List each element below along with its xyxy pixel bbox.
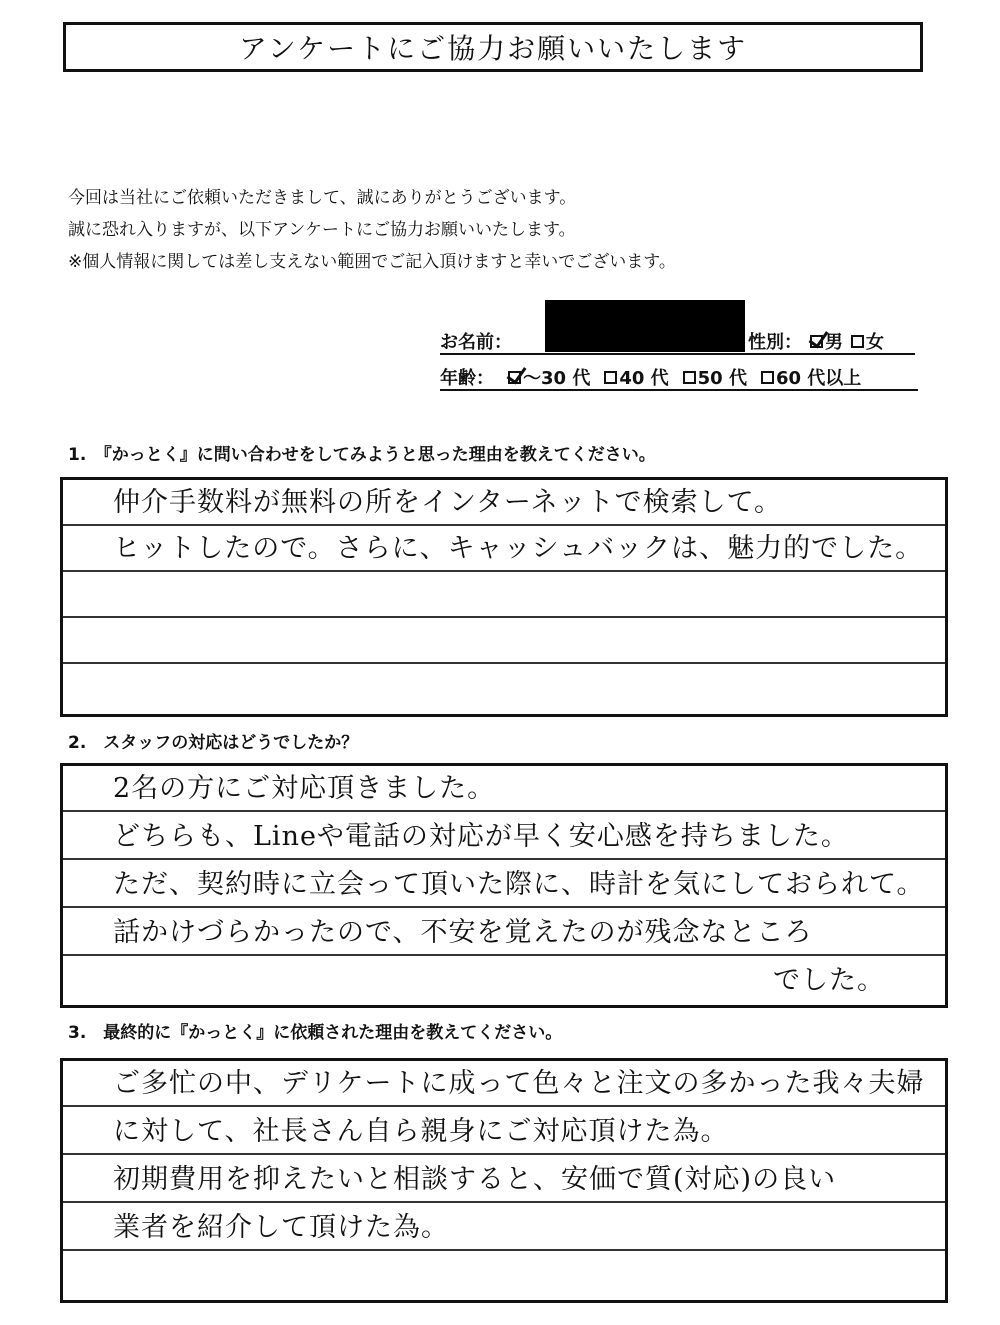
sex-option-female[interactable] [851,328,884,354]
survey-title: アンケートにご協力お願いいたします [63,22,923,72]
answer-line: ご多忙の中、デリケートに成って色々と注文の多かった我々夫婦 [63,1061,945,1107]
age-option-label: 40 代 [619,368,669,389]
answer-box-3[interactable] [60,1058,948,1303]
question-1: 1. 『かっとく』に問い合わせをしてみようと思った理由を教えてください。 [68,445,656,465]
checkbox-checked-icon [508,371,521,384]
question-3: 3. 最終的に『かっとく』に依頼された理由を教えてください。 [68,1023,563,1043]
age-option-30s[interactable] [508,364,590,390]
age-option-50s[interactable] [683,364,747,390]
intro-text [68,182,676,278]
answer-line: 初期費用を抑えたいと相談すると、安価で質(対応)の良い [63,1157,945,1203]
answer-line: 話かけづらかったので、不安を覚えたのが残念なところ [63,910,945,956]
question-2: 2. スタッフの対応はどうでしたか？ [68,733,359,753]
answer-box-1[interactable] [60,477,948,717]
answer-line: に対して、社長さん自ら親身にご対応頂けた為。 [63,1109,945,1155]
age-option-label: 〜30 代 [523,368,591,389]
answer-line [63,618,945,664]
age-option-label: 60 代以上 [775,368,862,389]
intro-line: 今回は当社にご依頼いただきまして、誠にありがとうございます。 [68,188,577,208]
age-option-40s[interactable] [604,364,668,390]
sex-option-label: 女 [866,332,884,353]
sex-label: 性別： [748,332,802,353]
answer-line: 仲介手数料が無料の所をインターネットで検索して。 [63,480,945,526]
answer-line [63,1253,945,1299]
age-underline [440,389,918,391]
name-label: お名前： [440,332,512,353]
name-underline [440,353,915,355]
answer-line [63,664,945,710]
intro-line: ※個人情報に関しては差し支えない範囲でご記入頂けますと幸いでございます。 [68,252,676,272]
answer-line: 業者を紹介して頂けた為。 [63,1205,945,1251]
checkbox-checked-icon [810,335,823,348]
age-option-label: 50 代 [697,368,747,389]
answer-box-2[interactable] [60,763,948,1008]
answer-line [63,572,945,618]
answer-line: 2名の方にご対応頂きました。 [63,766,945,812]
answer-line: でした。 [773,965,885,996]
age-label: 年齢： [440,368,494,389]
sex-option-male[interactable] [810,328,843,354]
checkbox-empty-icon [604,371,617,384]
sex-field [748,328,884,354]
answer-line: ただ、契約時に立会って頂いた際に、時計を気にしておられて。 [63,862,945,908]
checkbox-empty-icon [683,371,696,384]
intro-line: 誠に恐れ入りますが、以下アンケートにご協力お願いいたします。 [68,220,576,240]
answer-line: どちらも、Lineや電話の対応が早く安心感を持ちました。 [63,814,945,860]
sex-option-label: 男 [825,332,843,353]
checkbox-empty-icon [851,335,864,348]
age-field [440,364,861,390]
age-option-60s-plus[interactable] [761,364,861,390]
checkbox-empty-icon [761,371,774,384]
name-redaction [545,300,745,352]
answer-line: ヒットしたので。さらに、キャッシュバックは、魅力的でした。 [63,526,945,572]
